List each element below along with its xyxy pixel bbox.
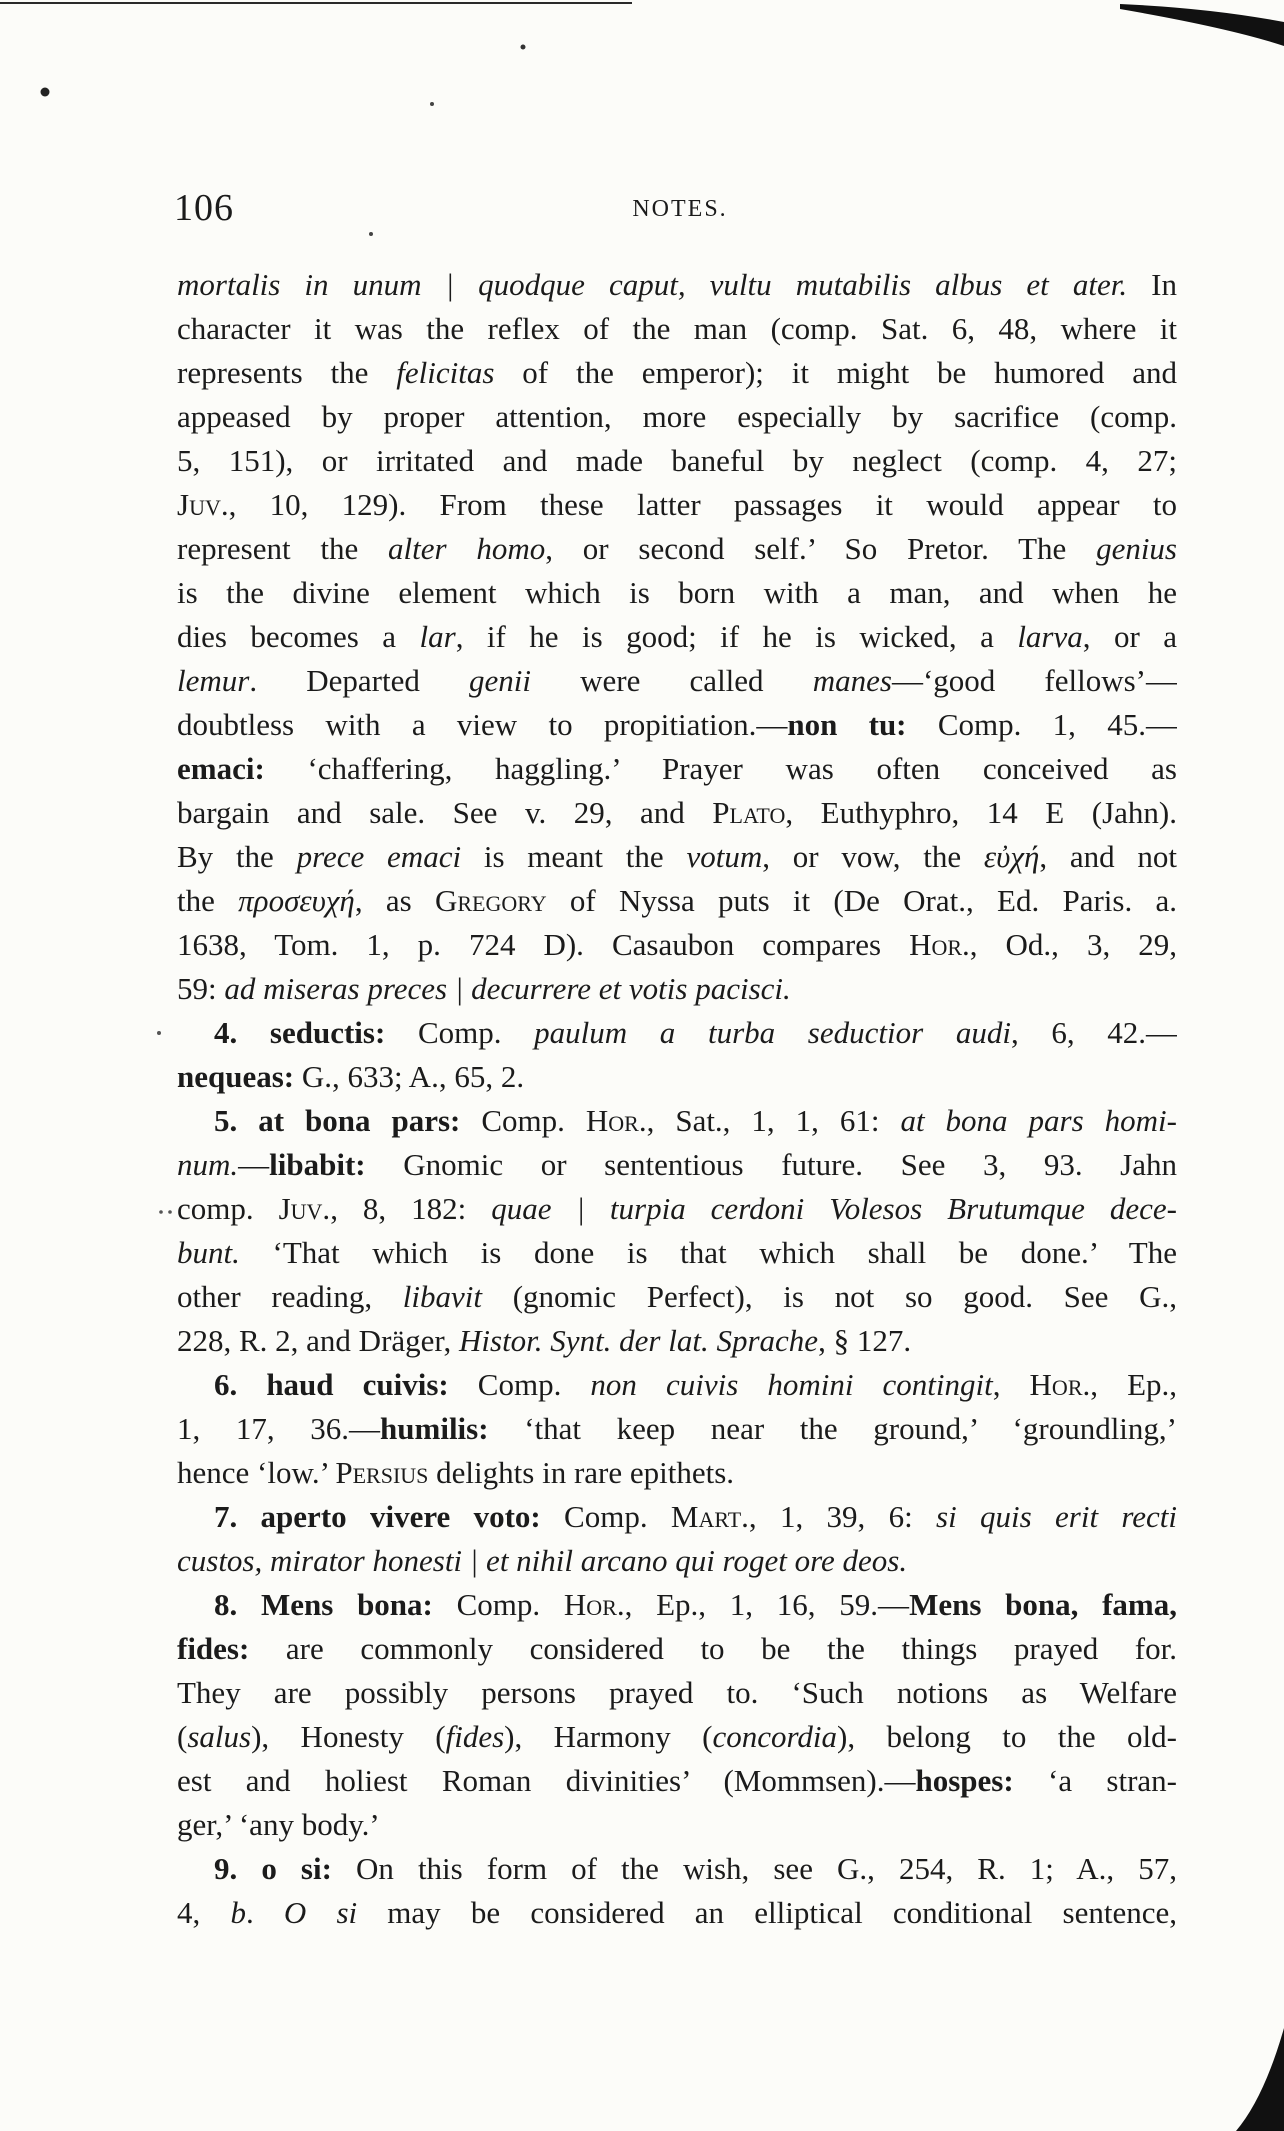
scan-speck [521,45,526,50]
text-line [177,1847,1177,1891]
text-run: Comp. [432,1587,564,1622]
text-run: . Departed [249,663,469,698]
italic-text: lemur [177,663,250,698]
italic-text: quae | turpia cerdoni Volesos Brutumque dece- [491,1191,1177,1226]
scan-speck [369,232,373,236]
text-line [177,1671,1177,1715]
text-run: ‘a stran- [1013,1763,1177,1798]
note-paragraph [177,1583,1177,1847]
continued-note-paragraph [177,263,1177,1011]
bold-lemma: non tu: [787,707,907,742]
italic-text: larva [1017,619,1083,654]
italic-text: genii [469,663,531,698]
text-line [177,439,1177,483]
text-line [177,1143,1177,1187]
text-run: , and not [1039,839,1177,874]
text-run: ‘That which is done is that which shall be done.’ The [239,1235,1177,1270]
text-run: , Sat., 1, 1, 61: [646,1103,901,1138]
text-run: , as [354,883,435,918]
note-paragraph [177,1363,1177,1495]
italic-text: fides [445,1719,505,1754]
italic-text: ad miseras preces | decurrere et votis pacisci. [224,971,791,1006]
text-line [177,1627,1177,1671]
text-line [177,1583,1177,1627]
text-run: of Nyssa puts it (De Orat., Ed. Paris. a. [546,883,1177,918]
text-run: ( [177,1719,188,1754]
bold-lemma: fides: [177,1631,250,1666]
text-line [177,1495,1177,1539]
italic-text: bunt. [177,1235,240,1270]
text-line [177,571,1177,615]
top-right-page-edge-shadow [1120,4,1284,46]
text-run: , 6, 42.— [1010,1015,1177,1050]
text-line [177,351,1177,395]
text-run: ), Harmony ( [504,1719,713,1754]
italic-text: felicitas [396,355,495,390]
page-number: 106 [174,187,234,229]
small-caps-name: Juv. [177,487,229,522]
italic-text: O si [283,1895,358,1930]
text-run: represent the [177,531,389,566]
text-line [177,1011,1177,1055]
text-run: On this form of the wish, see G., 254, R. 1; A., 57, [331,1851,1177,1886]
text-line [177,395,1177,439]
italic-text: b [230,1895,246,1930]
small-caps-name: Persius [335,1455,429,1490]
bold-lemma: Mens bona, fama, [909,1587,1177,1622]
text-run: , Od., 3, 29, [969,927,1177,962]
small-caps-name: Hor. [909,927,970,962]
text-run: , or a [1082,619,1177,654]
text-run: are commonly considered to be the things prayed for. [249,1631,1177,1666]
text-line [177,263,1177,307]
small-caps-name: Gregory [434,883,547,918]
text-line [177,747,1177,791]
text-line [177,1715,1177,1759]
text-line [177,1451,1177,1495]
text-run: 5, 151), or irritated and made baneful by neglect (comp. 4, 27; [177,443,1177,478]
text-run: may be considered an elliptical conditional sentence, [357,1895,1177,1930]
bold-lemma: emaci: [177,751,265,786]
text-run: Gnomic or sententious future. See 3, 93. Jahn [365,1147,1177,1182]
text-line [177,703,1177,747]
text-line [177,1275,1177,1319]
italic-text: concordia [712,1719,838,1754]
text-line [177,923,1177,967]
text-line [177,1231,1177,1275]
text-line [177,1407,1177,1451]
text-run: 1638, Tom. 1, p. 724 D). Casaubon compares [177,927,910,962]
bold-lemma: humilis: [380,1411,489,1446]
italic-text: paulum a turba seductior audi [534,1015,1011,1050]
text-run: comp. [177,1191,279,1226]
text-run: of the emperor); it might be humored and [494,355,1177,390]
text-run: By the [177,839,297,874]
text-run: doubtless with a view to propitiation.— [177,707,788,742]
text-run: ), Honesty ( [251,1719,446,1754]
text-run: , Ep., [1090,1367,1177,1402]
italic-text: prece emaci [296,839,462,874]
text-run: represents the [177,355,397,390]
bottom-right-page-edge-shadow [1236,2028,1284,2131]
text-run: Comp. [460,1103,586,1138]
text-run: In [1127,267,1177,302]
italic-text: libavit [402,1279,483,1314]
italic-text: alter homo [388,531,546,566]
bold-lemma: 6. haud cuivis: [214,1367,449,1402]
italic-text: προσευχή [238,883,355,918]
bold-lemma: 8. Mens bona: [214,1587,433,1622]
text-run: dies becomes a [177,619,420,654]
text-run: Comp. [448,1367,591,1402]
text-run: hence ‘low.’ [177,1455,336,1490]
italic-text: num. [177,1147,239,1182]
text-run: Comp. 1, 45.— [906,707,1177,742]
note-paragraph [177,1099,1177,1363]
notes-body [177,263,1177,1935]
bold-lemma: hospes: [915,1763,1014,1798]
scan-speck [168,1210,172,1214]
note-paragraph [177,1495,1177,1583]
text-run: 228, R. 2, and Dräger, [177,1323,459,1358]
bold-lemma: 4. seductis: [214,1015,386,1050]
italic-text: non cuivis homini contingit [590,1367,993,1402]
text-run: character it was the reflex of the man (comp. Sat. 6, 48, where it [177,311,1177,346]
bold-lemma: nequeas: [177,1059,295,1094]
text-run: Comp. [540,1499,671,1534]
italic-text: si quis erit recti [936,1499,1177,1534]
italic-text: Histor. Synt. der lat. Sprache [459,1323,819,1358]
text-line [177,307,1177,351]
text-line [177,879,1177,923]
text-line [177,1759,1177,1803]
bold-lemma: libabit: [269,1147,366,1182]
text-run: , 10, 129). From these latter passages it would appear to [228,487,1177,522]
text-line [177,1187,1177,1231]
text-run: delights in rare epithets. [428,1455,735,1490]
text-run: ‘that keep near the ground,’ ‘groundling,’ [488,1411,1177,1446]
text-run: appeased by proper attention, more especially by sacrifice (comp. [177,399,1177,434]
bold-lemma: 9. o si: [214,1851,332,1886]
text-run: is meant the [461,839,687,874]
text-line [177,1099,1177,1143]
italic-text: votum [686,839,763,874]
small-caps-name: Hor. [563,1587,625,1622]
note-paragraph [177,1847,1177,1935]
text-line [177,1539,1177,1583]
small-caps-name: Hor. [1029,1367,1091,1402]
text-line [177,659,1177,703]
text-run: . [245,1895,284,1930]
italic-text: mortalis in unum | quodque caput, vultu mutabilis albus et ater. [177,267,1128,302]
running-title: NOTES. [632,196,728,222]
text-run: They are possibly persons prayed to. ‘Such notions as Welfare [177,1675,1177,1710]
text-run: the [177,883,239,918]
scan-speck [157,1031,161,1035]
text-run: est and holiest Roman divinities’ (Mommsen).— [177,1763,916,1798]
small-caps-name: Plato [712,795,786,830]
bold-lemma: 5. at bona pars: [214,1103,461,1138]
text-run: is the divine element which is born with a man, and when he [177,575,1177,610]
small-caps-name: Hor. [585,1103,647,1138]
text-line [177,967,1177,1011]
text-run: , 8, 182: [330,1191,492,1226]
text-line [177,483,1177,527]
scan-speck [159,1210,163,1214]
note-paragraph [177,1011,1177,1099]
italic-text: lar [419,619,456,654]
text-line [177,791,1177,835]
text-run: ‘chaffering, haggling.’ Prayer was often conceived as [264,751,1177,786]
text-line [177,835,1177,879]
text-line [177,1803,1177,1847]
text-line [177,1319,1177,1363]
text-line [177,1891,1177,1935]
italic-text: at bona pars homi- [900,1103,1177,1138]
text-run: , or vow, the [762,839,984,874]
italic-text: manes [812,663,892,698]
text-run: ger,’ ‘any body.’ [177,1807,380,1842]
text-run: ), belong to the old- [837,1719,1177,1754]
italic-text: genius [1096,531,1177,566]
text-run: — [238,1147,270,1182]
text-line [177,527,1177,571]
italic-text: salus [187,1719,252,1754]
italic-text: custos, mirator honesti | et nihil arcano qui roget ore deos. [177,1543,908,1578]
text-run: —‘good fellows’— [891,663,1177,698]
text-run: , § 127. [818,1323,912,1358]
text-run: other reading, [177,1279,403,1314]
italic-text: εὐχή [983,839,1040,874]
text-run: , Euthyphro, 14 E (Jahn). [785,795,1177,830]
text-run: 4, [177,1895,231,1930]
text-run: were called [531,663,813,698]
scan-speck [430,102,434,106]
text-run: , 1, 39, 6: [748,1499,937,1534]
text-run: , [992,1367,1030,1402]
small-caps-name: Juv. [278,1191,331,1226]
scan-speck [41,88,50,97]
text-run: 1, 17, 36.— [177,1411,381,1446]
text-run: 59: [177,971,225,1006]
text-run: (gnomic Perfect), is not so good. See G., [482,1279,1177,1314]
text-run: bargain and sale. See v. 29, and [177,795,713,830]
small-caps-name: Mart. [670,1499,749,1534]
text-run: , or second self.’ So Pretor. The [545,531,1097,566]
text-run: , if he is good; if he is wicked, a [455,619,1018,654]
text-line [177,1363,1177,1407]
text-line [177,1055,1177,1099]
text-line [177,615,1177,659]
text-run: G., 633; A., 65, 2. [294,1059,525,1094]
bold-lemma: 7. aperto vivere voto: [214,1499,541,1534]
text-run: Comp. [385,1015,535,1050]
text-run: , Ep., 1, 16, 59.— [624,1587,910,1622]
